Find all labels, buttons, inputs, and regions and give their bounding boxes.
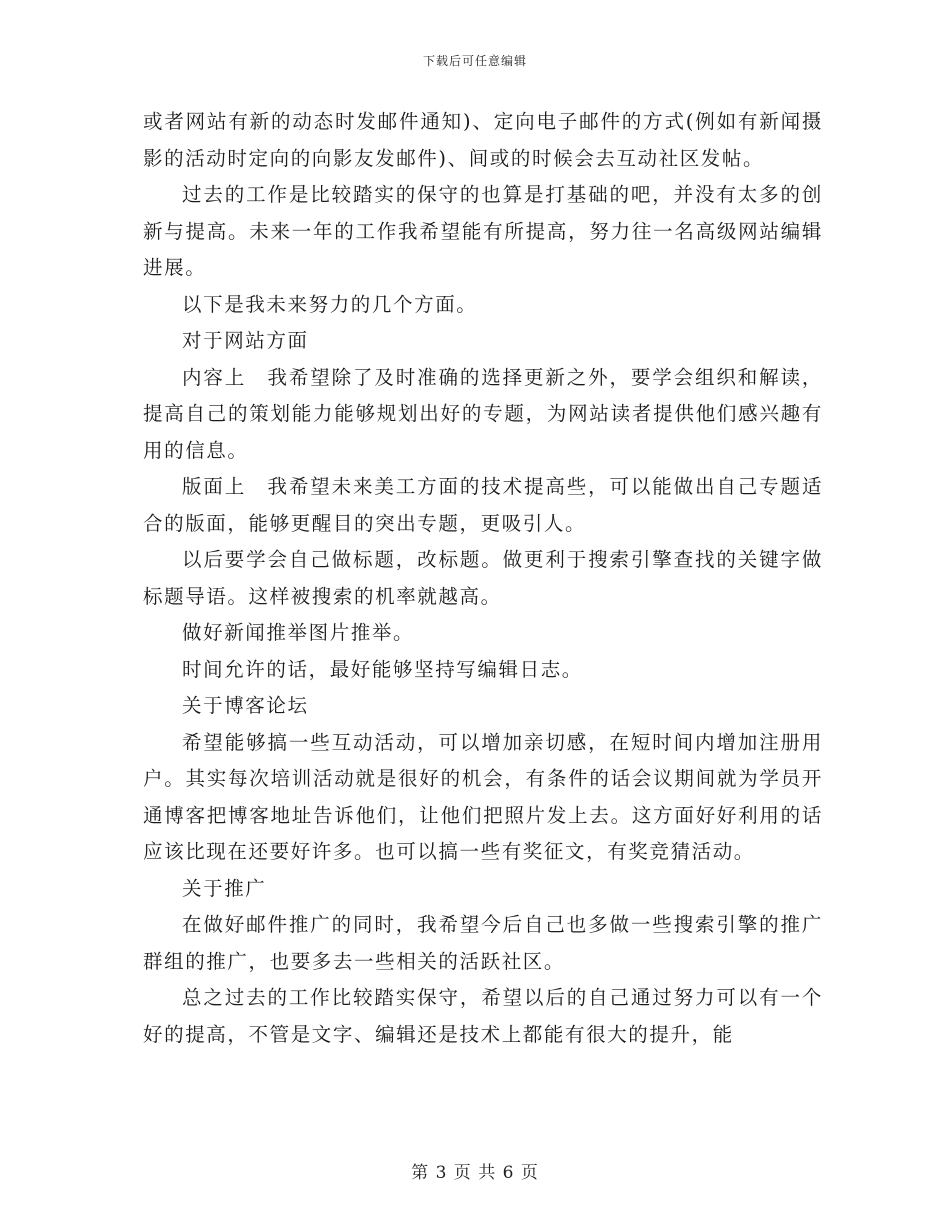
paragraph-content: 内容上 我希望除了及时准确的选择更新之外，要学会组织和解读，提高自己的策划能力能够规划出好的专题，为网站读者提供他们感兴趣有用的信息。 (143, 365, 823, 462)
paragraph-promotion: 在做好邮件推广的同时，我希望今后自己也多做一些搜索引擎的推广群组的推广，也要多去一些相关的活跃社区。 (143, 913, 823, 973)
page-number: 第 3 页 共 6 页 (411, 1163, 539, 1183)
section-heading-blog: 关于博客论坛 (182, 694, 309, 717)
paragraph-1: 或者网站有新的动态时发邮件通知)、定向电子邮件的方式(例如有新闻摄影的活动时定向的向影友发邮件)、间或的时候会去互动社区发帖。 (143, 110, 823, 170)
page-header: 下载后可任意编辑 (422, 54, 527, 68)
section-heading-website: 对于网站方面 (182, 329, 309, 352)
paragraph-titles: 以后要学会自己做标题，改标题。做更利于搜索引擎查找的关键字做标题导语。这样被搜索的机率就越高。 (143, 548, 823, 608)
paragraph-layout: 版面上 我希望未来美工方面的技术提高些，可以能做出自己专题适合的版面，能够更醒目的突出专题，更吸引人。 (143, 475, 823, 535)
paragraph-2: 过去的工作是比较踏实的保守的也算是打基础的吧，并没有太多的创新与提高。未来一年的工作我希望能有所提高，努力往一名高级网站编辑进展。 (143, 183, 823, 279)
document-body (143, 104, 823, 1053)
section-heading-promotion: 关于推广 (182, 876, 267, 900)
paragraph-3: 以下是我未来努力的几个方面。 (182, 292, 478, 316)
paragraph-blog: 希望能够搞一些互动活动，可以增加亲切感，在短时间内增加注册用户。其实每次培训活动就是很好的机会，有条件的话会议期间就为学员开通博客把博客地址告诉他们，让他们把照片发上去。这方面好好利用的话应该比现在还要好许多。也可以搞一些有奖征文，有奖竞猜活动。 (143, 730, 823, 863)
paragraph-log: 时间允许的话，最好能够坚持写编辑日志。 (182, 657, 583, 681)
paragraph-recommend: 做好新闻推举图片推举。 (182, 621, 415, 644)
paragraph-summary: 总之过去的工作比较踏实保守，希望以后的自己通过努力可以有一个好的提高，不管是文字、编辑还是技术上都能有很大的提升，能 (143, 986, 823, 1046)
